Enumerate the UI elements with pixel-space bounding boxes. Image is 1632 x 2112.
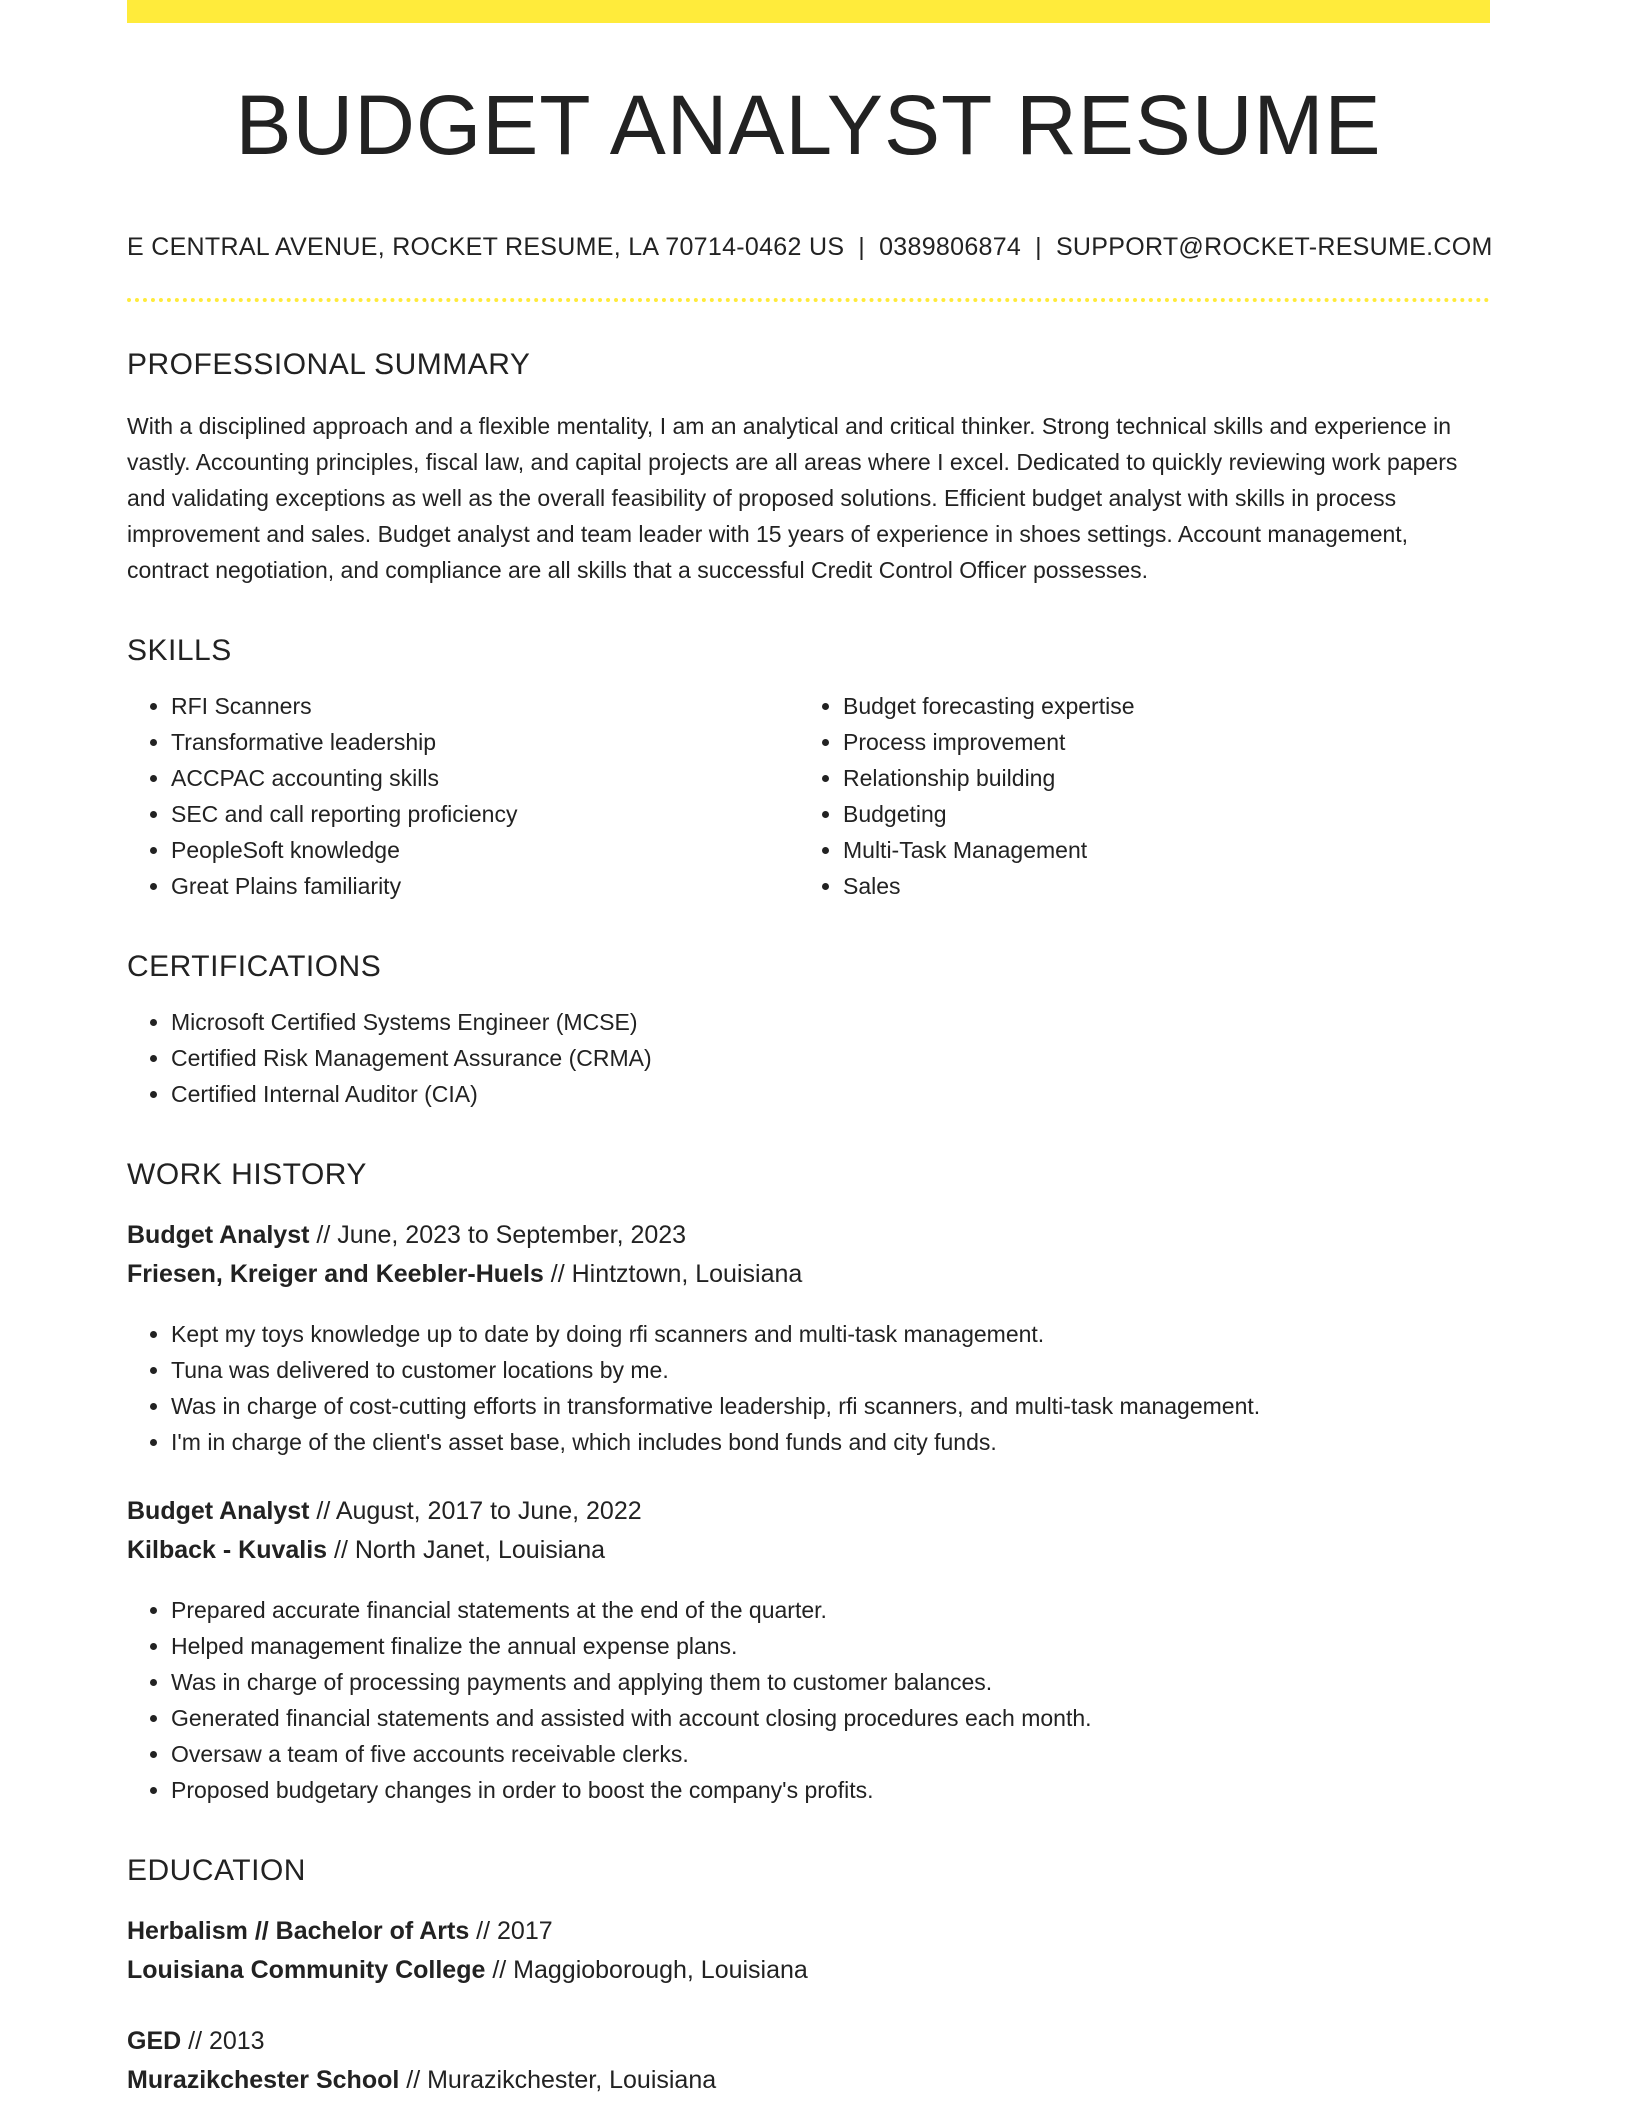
job-duties-list	[127, 1316, 1490, 1460]
job-duty-item: • Was in charge of cost-cutting efforts in transformative leadership, rfi scanners, and multi-task management.	[171, 1388, 1490, 1424]
contact-separator: |	[1035, 233, 1042, 261]
skill-item: • SEC and call reporting proficiency	[171, 796, 799, 832]
education-location: // Murazikchester, Louisiana	[399, 2066, 717, 2094]
skill-item: • Multi-Task Management	[843, 832, 1471, 868]
skill-item: • Relationship building	[843, 760, 1471, 796]
certification-item: • Microsoft Certified Systems Engineer (MCSE)	[171, 1004, 1490, 1040]
job-duty-item: • Prepared accurate financial statements at the end of the quarter.	[171, 1592, 1490, 1628]
job-title: Budget Analyst	[127, 1221, 310, 1249]
education-year: // 2013	[181, 2027, 265, 2055]
job-company-line	[127, 1531, 1490, 1570]
skills-column-right	[799, 688, 1471, 904]
job-company-line	[127, 1255, 1490, 1294]
job-entry	[127, 1216, 1490, 1460]
education-location: // Maggioborough, Louisiana	[485, 1956, 808, 1984]
dotted-divider	[127, 298, 1490, 302]
skills-column-left	[127, 688, 799, 904]
job-duty-item: • Was in charge of processing payments and applying them to customer balances.	[171, 1664, 1490, 1700]
skill-item: • Process improvement	[843, 724, 1471, 760]
education-school: Murazikchester School	[127, 2066, 400, 2094]
job-company: Kilback - Kuvalis	[127, 1536, 328, 1564]
summary-text: With a disciplined approach and a flexible mentality, I am an analytical and critical thinker. Strong technical skills and experience in vastly. Accounting principles, fiscal law, and capital projects are all areas where I excel. Dedicated to quickly reviewing work papers and validating exceptions as well as the overall feasibility of proposed solutions. Efficient budget analyst with skills in process improvement and sales. Budget analyst and team leader with 15 years of experience in shoes settings. Account management, contract negotiation, and compliance are all skills that a successful Credit Control Officer possesses.	[127, 413, 1458, 583]
contact-line	[127, 233, 1493, 261]
resume-title: BUDGET ANALYST RESUME	[235, 78, 1382, 172]
education-degree-line	[127, 2022, 1490, 2061]
contact-separator: |	[858, 233, 866, 261]
job-location: // Hintztown, Louisiana	[543, 1260, 803, 1288]
education-degree: GED	[127, 2027, 182, 2055]
job-title-line	[127, 1216, 1490, 1255]
skills-list	[127, 688, 1490, 904]
summary-heading: PROFESSIONAL SUMMARY	[127, 348, 531, 381]
education-entry	[127, 2022, 1490, 2100]
education-degree: Herbalism // Bachelor of Arts	[127, 1917, 470, 1945]
job-duty-item: • Helped management finalize the annual expense plans.	[171, 1628, 1490, 1664]
education-degree-line	[127, 1912, 1490, 1951]
job-duty-item: • I'm in charge of the client's asset base, which includes bond funds and city funds.	[171, 1424, 1490, 1460]
skill-item: • Budget forecasting expertise	[843, 688, 1471, 724]
accent-top-bar	[127, 0, 1490, 23]
skill-item: • Great Plains familiarity	[171, 868, 799, 904]
skill-item: • RFI Scanners	[171, 688, 799, 724]
job-duty-item: • Generated financial statements and assisted with account closing procedures each month.	[171, 1700, 1490, 1736]
resume-page	[127, 0, 1493, 2100]
job-company: Friesen, Kreiger and Keebler-Huels	[127, 1260, 544, 1288]
contact-phone: 0389806874	[879, 233, 1022, 261]
job-dates: // June, 2023 to September, 2023	[309, 1221, 687, 1249]
job-location: // North Janet, Louisiana	[327, 1536, 606, 1564]
education-school-line	[127, 1951, 1490, 1990]
skills-heading: SKILLS	[127, 634, 232, 667]
education-heading: EDUCATION	[127, 1854, 306, 1887]
skill-item: • Budgeting	[843, 796, 1471, 832]
certifications-list	[127, 1004, 1490, 1112]
certifications-heading: CERTIFICATIONS	[127, 950, 382, 983]
education-entry	[127, 1912, 1490, 1990]
contact-address: E CENTRAL AVENUE, ROCKET RESUME, LA 70714-0462 US	[127, 233, 845, 261]
skill-item: • Sales	[843, 868, 1471, 904]
skill-item: • ACCPAC accounting skills	[171, 760, 799, 796]
certification-item: • Certified Risk Management Assurance (CRMA)	[171, 1040, 1490, 1076]
certification-item: • Certified Internal Auditor (CIA)	[171, 1076, 1490, 1112]
job-title: Budget Analyst	[127, 1497, 310, 1525]
job-entry	[127, 1492, 1490, 1808]
job-duty-item: • Oversaw a team of five accounts receivable clerks.	[171, 1736, 1490, 1772]
work-history-heading: WORK HISTORY	[127, 1158, 367, 1191]
job-duties-list	[127, 1592, 1490, 1808]
job-duty-item: • Tuna was delivered to customer locations by me.	[171, 1352, 1490, 1388]
job-dates: // August, 2017 to June, 2022	[309, 1497, 642, 1525]
contact-email: SUPPORT@ROCKET-RESUME.COM	[1055, 233, 1493, 261]
skill-item: • Transformative leadership	[171, 724, 799, 760]
job-title-line	[127, 1492, 1490, 1531]
education-school-line	[127, 2061, 1490, 2100]
education-school: Louisiana Community College	[127, 1956, 486, 1984]
job-duty-item: • Kept my toys knowledge up to date by doing rfi scanners and multi-task management.	[171, 1316, 1490, 1352]
education-year: // 2017	[469, 1917, 553, 1945]
skill-item: • PeopleSoft knowledge	[171, 832, 799, 868]
job-duty-item: • Proposed budgetary changes in order to boost the company's profits.	[171, 1772, 1490, 1808]
